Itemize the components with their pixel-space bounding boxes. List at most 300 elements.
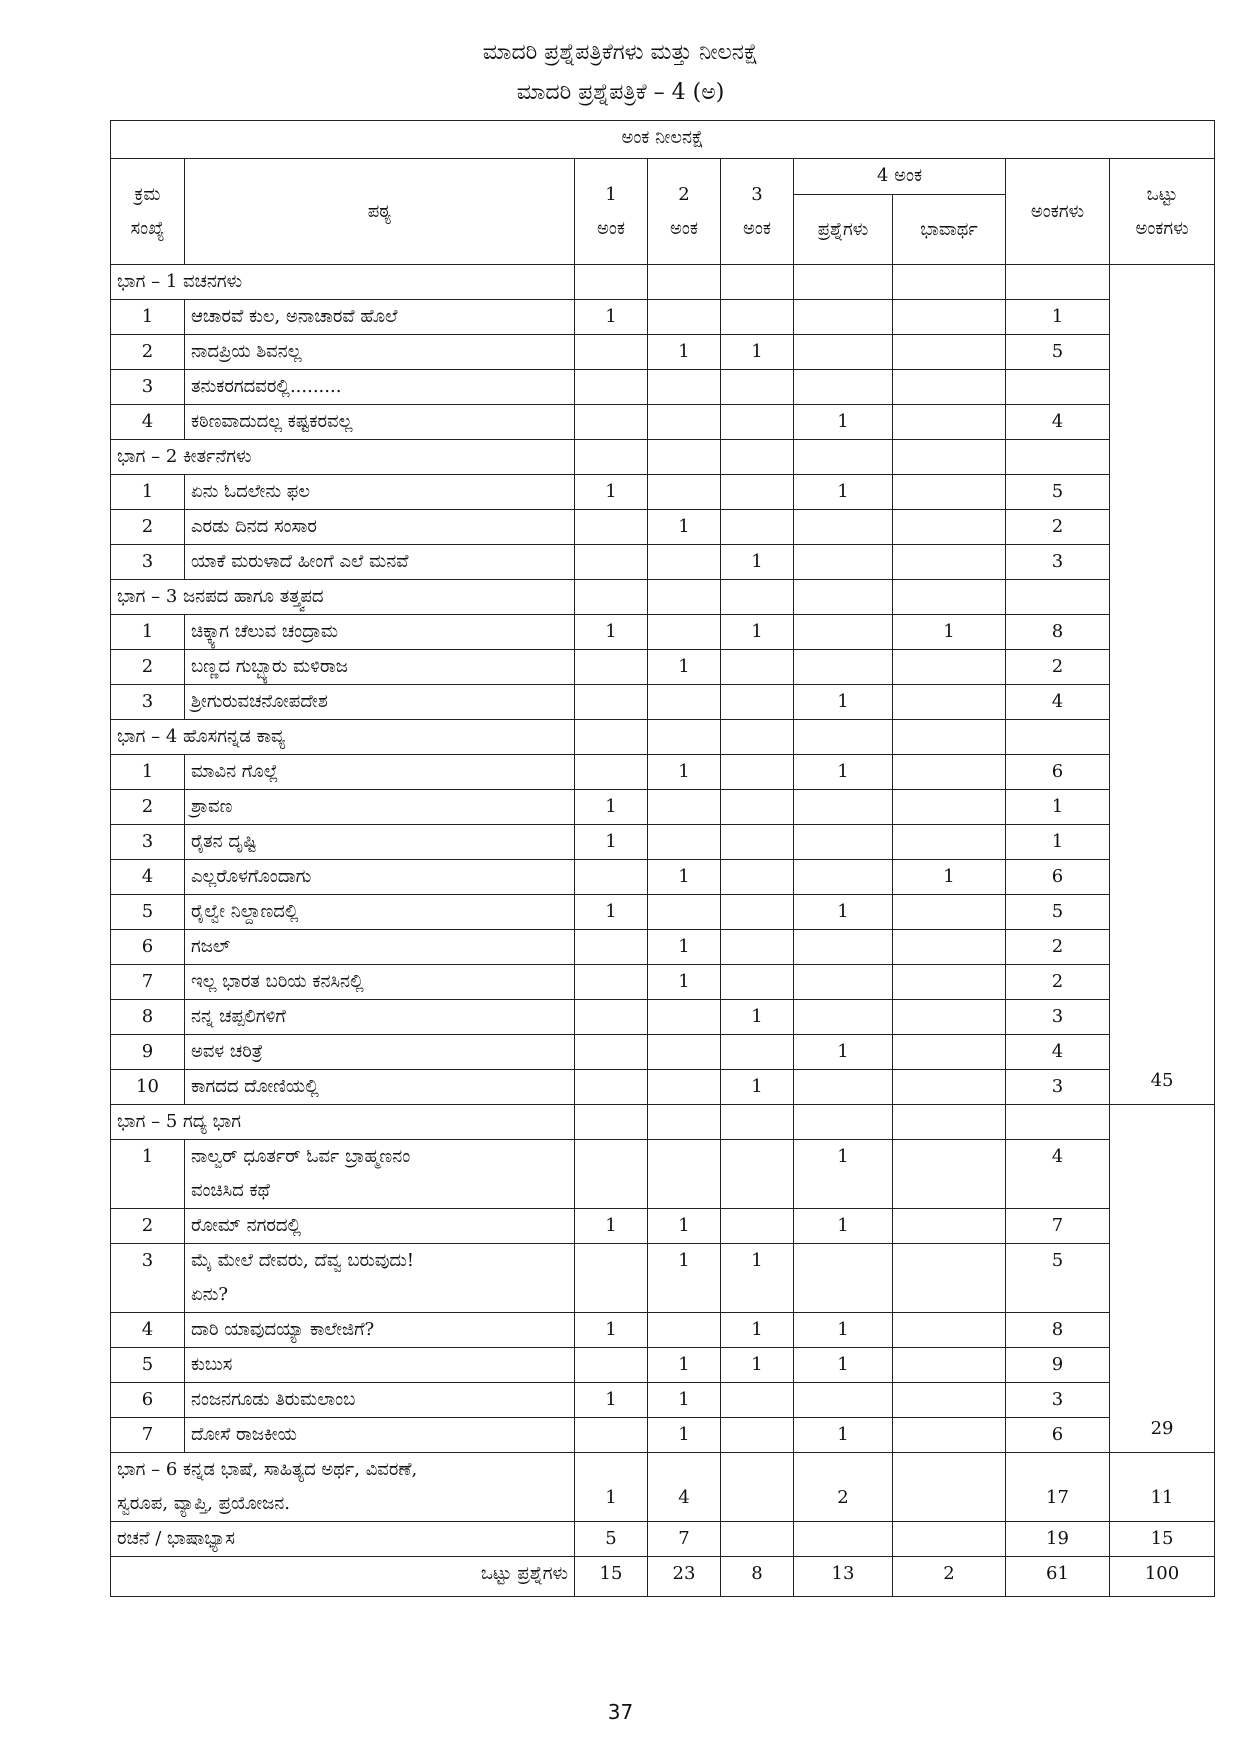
total-cell: 100 (1110, 1557, 1215, 1597)
marks-cell (1006, 370, 1110, 405)
row-lesson: ಕುಬುಸ (185, 1348, 575, 1383)
three-marks-cell (721, 475, 794, 510)
row-sl-no: 3 (111, 545, 185, 580)
marks-cell: 1 (1006, 300, 1110, 335)
row-sl-no: 10 (111, 1070, 185, 1105)
three-marks-cell (721, 930, 794, 965)
three-marks-cell (721, 1383, 794, 1418)
four-marks-meaning-cell (893, 405, 1006, 440)
row-sl-no: 1 (111, 475, 185, 510)
four-marks-meaning-cell (893, 335, 1006, 370)
four-marks-questions-cell (794, 615, 893, 650)
composition-label: ರಚನೆ / ಭಾಷಾಭ್ಯಾಸ (111, 1522, 575, 1557)
row-lesson: ಕಾಗದದ ದೋಣಿಯಲ್ಲಿ (185, 1070, 575, 1105)
three-marks-cell: 1 (721, 335, 794, 370)
four-marks-questions-cell (794, 1070, 893, 1105)
caption-row (111, 121, 1215, 159)
table-row (111, 1000, 1215, 1035)
row-sl-no: 6 (111, 930, 185, 965)
two-marks-cell: 1 (648, 930, 721, 965)
two-marks-cell (648, 790, 721, 825)
four-marks-questions-cell: 1 (794, 405, 893, 440)
one-mark-cell: 1 (575, 1383, 648, 1418)
header-marks: ಅಂಕಗಳು (1006, 159, 1110, 265)
two-marks-cell: 1 (648, 510, 721, 545)
three-marks-cell (721, 370, 794, 405)
marks-cell: 5 (1006, 895, 1110, 930)
two-marks-cell (648, 265, 721, 300)
header-row-1 (111, 159, 1215, 195)
header-4-marks-questions: ಪ್ರಶ್ನೆಗಳು (794, 195, 893, 265)
table-row (111, 825, 1215, 860)
one-mark-cell (575, 650, 648, 685)
two-marks-cell: 1 (648, 1418, 721, 1453)
section-header-row (111, 1105, 1215, 1140)
one-mark-cell (575, 860, 648, 895)
part6-row (111, 1453, 1215, 1522)
row-sl-no: 4 (111, 405, 185, 440)
row-sl-no: 5 (111, 1348, 185, 1383)
marks-cell: 6 (1006, 1418, 1110, 1453)
row-sl-no: 9 (111, 1035, 185, 1070)
marks-cell: 4 (1006, 1140, 1110, 1209)
row-lesson: ಮಾವಿನ ಗೊಲ್ಲೆ (185, 755, 575, 790)
four-marks-meaning-cell (893, 650, 1006, 685)
one-mark-cell (575, 1418, 648, 1453)
two-marks-cell (648, 1313, 721, 1348)
four-marks-meaning-cell (893, 755, 1006, 790)
section-total-cell: 45 (1110, 265, 1215, 1105)
four-marks-questions-cell: 1 (794, 685, 893, 720)
header-sl-no: ಕ್ರಮ ಸಂಖ್ಯೆ (111, 159, 185, 265)
one-mark-cell: 1 (575, 790, 648, 825)
marks-cell: 2 (1006, 510, 1110, 545)
row-lesson: ತನುಕರಗದವರಲ್ಲಿ......... (185, 370, 575, 405)
one-mark-cell (575, 1000, 648, 1035)
table-row (111, 685, 1215, 720)
row-sl-no: 1 (111, 300, 185, 335)
one-mark-cell (575, 1035, 648, 1070)
one-mark-cell: 1 (575, 825, 648, 860)
three-marks-cell (721, 405, 794, 440)
section-header-row (111, 265, 1215, 300)
section-title: ಭಾಗ – 4 ಹೊಸಗನ್ನಡ ಕಾವ್ಯ (111, 720, 575, 755)
three-marks-cell (721, 265, 794, 300)
one-mark-cell (575, 755, 648, 790)
row-sl-no: 5 (111, 895, 185, 930)
four-marks-meaning-cell (893, 825, 1006, 860)
row-sl-no: 2 (111, 335, 185, 370)
document-subtitle: ಮಾದರಿ ಪ್ರಶ್ನೆಪತ್ರಿಕೆ – 4 (ಅ) (516, 80, 725, 105)
total-cell: 15 (1110, 1522, 1215, 1557)
four-marks-questions-cell (794, 825, 893, 860)
row-lesson: ರೈತನ ದೃಷ್ಟಿ (185, 825, 575, 860)
four-marks-meaning-cell (893, 1105, 1006, 1140)
marks-cell: 3 (1006, 545, 1110, 580)
row-sl-no: 1 (111, 1140, 185, 1209)
row-lesson: ದಾರಿ ಯಾವುದಯ್ಯಾ ಕಾಲೇಜಿಗೆ? (185, 1313, 575, 1348)
section-header-row (111, 580, 1215, 615)
four-marks-meaning-cell (893, 1035, 1006, 1070)
row-sl-no: 8 (111, 1000, 185, 1035)
table-row (111, 1140, 1215, 1209)
marks-cell: 5 (1006, 335, 1110, 370)
four-marks-meaning-cell: 1 (893, 860, 1006, 895)
one-mark-cell (575, 1140, 648, 1209)
one-mark-cell: 1 (575, 1453, 648, 1522)
marks-cell: 6 (1006, 860, 1110, 895)
one-mark-cell (575, 1105, 648, 1140)
table-row (111, 510, 1215, 545)
three-marks-cell (721, 440, 794, 475)
row-lesson: ಅವಳ ಚರಿತ್ರೆ (185, 1035, 575, 1070)
composition-row (111, 1522, 1215, 1557)
one-mark-cell (575, 405, 648, 440)
two-marks-cell: 23 (648, 1557, 721, 1597)
marks-cell (1006, 265, 1110, 300)
row-sl-no: 2 (111, 510, 185, 545)
four-marks-questions-cell: 1 (794, 1313, 893, 1348)
four-marks-meaning-cell (893, 1348, 1006, 1383)
two-marks-cell (648, 1105, 721, 1140)
document-title: ಮಾದರಿ ಪ್ರಶ್ನೆಪತ್ರಿಕೆಗಳು ಮತ್ತು ನೀಲನಕ್ಷೆ (482, 40, 759, 65)
four-marks-questions-cell: 1 (794, 1418, 893, 1453)
four-marks-questions-cell (794, 1000, 893, 1035)
header-4-marks-meaning: ಭಾವಾರ್ಥ (893, 195, 1006, 265)
four-marks-meaning-cell (893, 930, 1006, 965)
three-marks-cell: 1 (721, 615, 794, 650)
table-row (111, 1035, 1215, 1070)
marks-cell: 17 (1006, 1453, 1110, 1522)
section-title: ಭಾಗ – 5 ಗದ್ಯ ಭಾಗ (111, 1105, 575, 1140)
four-marks-meaning-cell (893, 580, 1006, 615)
row-lesson: ಎರಡು ದಿನದ ಸಂಸಾರ (185, 510, 575, 545)
one-mark-cell (575, 510, 648, 545)
one-mark-cell: 1 (575, 1209, 648, 1244)
one-mark-cell (575, 580, 648, 615)
table-row (111, 895, 1215, 930)
header-3-marks: 3 ಅಂಕ (721, 159, 794, 265)
row-sl-no: 7 (111, 1418, 185, 1453)
two-marks-cell: 1 (648, 755, 721, 790)
four-marks-questions-cell (794, 790, 893, 825)
row-lesson: ಮೈ ಮೇಲೆ ದೇವರು, ದೆವ್ವ ಬರುವುದು! ಏನು? (185, 1244, 575, 1313)
three-marks-cell: 8 (721, 1557, 794, 1597)
table-row (111, 370, 1215, 405)
three-marks-cell (721, 580, 794, 615)
four-marks-questions-cell: 13 (794, 1557, 893, 1597)
page-number: 37 (607, 1700, 634, 1724)
four-marks-questions-cell (794, 930, 893, 965)
row-lesson: ಬಣ್ಣದ ಗುಬ್ಬ್ಯಾರು ಮಳಿರಾಜ (185, 650, 575, 685)
marks-cell: 2 (1006, 930, 1110, 965)
two-marks-cell (648, 1070, 721, 1105)
four-marks-meaning-cell (893, 510, 1006, 545)
two-marks-cell (648, 370, 721, 405)
row-sl-no: 6 (111, 1383, 185, 1418)
row-sl-no: 4 (111, 860, 185, 895)
section-title: ಭಾಗ – 2 ಕೀರ್ತನೆಗಳು (111, 440, 575, 475)
header-2-marks: 2 ಅಂಕ (648, 159, 721, 265)
one-mark-cell: 1 (575, 895, 648, 930)
marks-cell: 2 (1006, 650, 1110, 685)
table-row (111, 650, 1215, 685)
row-lesson: ಇಲ್ಲ ಭಾರತ ಬರಿಯ ಕನಸಿನಲ್ಲಿ (185, 965, 575, 1000)
marks-cell: 4 (1006, 685, 1110, 720)
three-marks-cell: 1 (721, 1348, 794, 1383)
two-marks-cell (648, 1035, 721, 1070)
two-marks-cell: 1 (648, 335, 721, 370)
row-lesson: ನಾದಪ್ರಿಯ ಶಿವನಲ್ಲ (185, 335, 575, 370)
three-marks-cell (721, 860, 794, 895)
three-marks-cell (721, 895, 794, 930)
row-lesson: ನಾಲ್ವರ್ ಧೂರ್ತರ್ ಓರ್ವ ಬ್ರಾಹ್ಮಣನಂ ವಂಚಿಸಿದ ಕಥೆ (185, 1140, 575, 1209)
two-marks-cell: 1 (648, 1244, 721, 1313)
two-marks-cell (648, 685, 721, 720)
row-lesson: ಶ್ರೀಗುರುವಚನೋಪದೇಶ (185, 685, 575, 720)
three-marks-cell: 1 (721, 545, 794, 580)
marks-cell: 4 (1006, 405, 1110, 440)
row-lesson: ಚಿಕ್ಕ್ಯಾಗ ಚೆಲುವ ಚಂದ್ರಾಮ (185, 615, 575, 650)
two-marks-cell (648, 615, 721, 650)
four-marks-questions-cell (794, 580, 893, 615)
four-marks-questions-cell: 1 (794, 1348, 893, 1383)
row-lesson: ನಂಜನಗೂಡು ತಿರುಮಲಾಂಬ (185, 1383, 575, 1418)
four-marks-meaning-cell (893, 1418, 1006, 1453)
two-marks-cell: 7 (648, 1522, 721, 1557)
one-mark-cell (575, 685, 648, 720)
four-marks-questions-cell (794, 1522, 893, 1557)
three-marks-cell (721, 720, 794, 755)
section-header-row (111, 720, 1215, 755)
three-marks-cell (721, 755, 794, 790)
row-lesson: ಗಜಲ್ (185, 930, 575, 965)
row-lesson: ರೈಲ್ವೇ ನಿಲ್ದಾಣದಲ್ಲಿ (185, 895, 575, 930)
four-marks-questions-cell (794, 510, 893, 545)
row-sl-no: 3 (111, 1244, 185, 1313)
table-row (111, 930, 1215, 965)
three-marks-cell (721, 1453, 794, 1522)
marks-cell (1006, 580, 1110, 615)
three-marks-cell (721, 650, 794, 685)
one-mark-cell (575, 370, 648, 405)
two-marks-cell (648, 545, 721, 580)
two-marks-cell: 1 (648, 965, 721, 1000)
three-marks-cell (721, 1209, 794, 1244)
table-row (111, 755, 1215, 790)
four-marks-questions-cell (794, 545, 893, 580)
one-mark-cell (575, 265, 648, 300)
one-mark-cell (575, 930, 648, 965)
four-marks-meaning-cell (893, 265, 1006, 300)
table-row (111, 335, 1215, 370)
marks-cell: 5 (1006, 475, 1110, 510)
three-marks-cell (721, 1418, 794, 1453)
two-marks-cell (648, 440, 721, 475)
marks-cell: 61 (1006, 1557, 1110, 1597)
row-sl-no: 3 (111, 825, 185, 860)
three-marks-cell: 1 (721, 1000, 794, 1035)
table-row (111, 1348, 1215, 1383)
four-marks-questions-cell (794, 1383, 893, 1418)
four-marks-questions-cell (794, 335, 893, 370)
two-marks-cell: 1 (648, 860, 721, 895)
header-total-marks: ಒಟ್ಟು ಅಂಕಗಳು (1110, 159, 1215, 265)
header-1-mark: 1 ಅಂಕ (575, 159, 648, 265)
table-row (111, 615, 1215, 650)
three-marks-cell (721, 1035, 794, 1070)
four-marks-questions-cell (794, 265, 893, 300)
two-marks-cell: 1 (648, 650, 721, 685)
four-marks-meaning-cell (893, 545, 1006, 580)
three-marks-cell (721, 1105, 794, 1140)
table-row (111, 475, 1215, 510)
four-marks-questions-cell (794, 650, 893, 685)
one-mark-cell: 1 (575, 1313, 648, 1348)
one-mark-cell (575, 440, 648, 475)
row-sl-no: 2 (111, 1209, 185, 1244)
four-marks-questions-cell (794, 1105, 893, 1140)
one-mark-cell (575, 545, 648, 580)
two-marks-cell (648, 825, 721, 860)
four-marks-meaning-cell (893, 790, 1006, 825)
three-marks-cell (721, 790, 794, 825)
table-row (111, 1418, 1215, 1453)
table-row (111, 545, 1215, 580)
marks-cell: 4 (1006, 1035, 1110, 1070)
two-marks-cell (648, 580, 721, 615)
one-mark-cell: 15 (575, 1557, 648, 1597)
four-marks-questions-cell: 1 (794, 1035, 893, 1070)
section-total-cell: 29 (1110, 1105, 1215, 1453)
one-mark-cell (575, 335, 648, 370)
four-marks-meaning-cell (893, 965, 1006, 1000)
four-marks-meaning-cell (893, 1140, 1006, 1209)
marks-cell: 9 (1006, 1348, 1110, 1383)
two-marks-cell: 1 (648, 1209, 721, 1244)
table-row (111, 790, 1215, 825)
row-sl-no: 1 (111, 615, 185, 650)
two-marks-cell (648, 1000, 721, 1035)
section-header-row (111, 440, 1215, 475)
row-lesson: ಕಠಿಣವಾದುದಲ್ಲ ಕಷ್ಟಕರವಲ್ಲ (185, 405, 575, 440)
two-marks-cell (648, 720, 721, 755)
three-marks-cell (721, 510, 794, 545)
marks-cell: 3 (1006, 1000, 1110, 1035)
four-marks-meaning-cell (893, 475, 1006, 510)
four-marks-questions-cell: 1 (794, 895, 893, 930)
two-marks-cell: 4 (648, 1453, 721, 1522)
four-marks-meaning-cell (893, 300, 1006, 335)
four-marks-questions-cell (794, 300, 893, 335)
four-marks-meaning-cell (893, 1209, 1006, 1244)
four-marks-questions-cell: 1 (794, 1209, 893, 1244)
marks-cell: 3 (1006, 1383, 1110, 1418)
four-marks-questions-cell: 2 (794, 1453, 893, 1522)
three-marks-cell: 1 (721, 1244, 794, 1313)
table-row (111, 1313, 1215, 1348)
row-sl-no: 2 (111, 650, 185, 685)
marks-cell: 1 (1006, 790, 1110, 825)
four-marks-meaning-cell (893, 440, 1006, 475)
row-lesson: ಯಾಕೆ ಮರುಳಾದೆ ಹೀಂಗೆ ಎಲೆ ಮನವೆ (185, 545, 575, 580)
table-row (111, 1209, 1215, 1244)
four-marks-questions-cell: 1 (794, 755, 893, 790)
four-marks-questions-cell: 1 (794, 475, 893, 510)
marks-cell (1006, 440, 1110, 475)
grand-total-label: ಒಟ್ಟು ಪ್ರಶ್ನೆಗಳು (111, 1557, 575, 1597)
three-marks-cell: 1 (721, 1070, 794, 1105)
row-sl-no: 4 (111, 1313, 185, 1348)
four-marks-meaning-cell (893, 1000, 1006, 1035)
row-lesson: ರೋಮ್ ನಗರದಲ್ಲಿ (185, 1209, 575, 1244)
marks-cell: 7 (1006, 1209, 1110, 1244)
header-lesson: ಪಠ್ಯ (185, 159, 575, 265)
marks-cell: 8 (1006, 1313, 1110, 1348)
table-caption: ಅಂಕ ನೀಲನಕ್ಷೆ (111, 121, 1215, 159)
one-mark-cell: 1 (575, 300, 648, 335)
four-marks-meaning-cell (893, 1453, 1006, 1522)
four-marks-meaning-cell (893, 685, 1006, 720)
four-marks-meaning-cell (893, 1244, 1006, 1313)
four-marks-meaning-cell (893, 1070, 1006, 1105)
four-marks-questions-cell (794, 370, 893, 405)
row-sl-no: 3 (111, 370, 185, 405)
one-mark-cell (575, 720, 648, 755)
table-row (111, 405, 1215, 440)
three-marks-cell (721, 1522, 794, 1557)
marks-cell: 8 (1006, 615, 1110, 650)
three-marks-cell (721, 965, 794, 1000)
two-marks-cell (648, 405, 721, 440)
two-marks-cell (648, 300, 721, 335)
four-marks-meaning-cell (893, 895, 1006, 930)
section-title: ಭಾಗ – 3 ಜನಪದ ಹಾಗೂ ತತ್ತ್ವಪದ (111, 580, 575, 615)
four-marks-questions-cell (794, 1244, 893, 1313)
four-marks-questions-cell: 1 (794, 1140, 893, 1209)
two-marks-cell: 1 (648, 1383, 721, 1418)
three-marks-cell (721, 825, 794, 860)
four-marks-meaning-cell (893, 720, 1006, 755)
total-cell: 11 (1110, 1453, 1215, 1522)
table-row (111, 1383, 1215, 1418)
four-marks-meaning-cell (893, 1383, 1006, 1418)
one-mark-cell: 1 (575, 615, 648, 650)
one-mark-cell (575, 1070, 648, 1105)
row-lesson: ನನ್ನ ಚಪ್ಪಲಿಗಳಿಗೆ (185, 1000, 575, 1035)
four-marks-meaning-cell (893, 1313, 1006, 1348)
marks-cell: 19 (1006, 1522, 1110, 1557)
marks-cell: 3 (1006, 1070, 1110, 1105)
table-row (111, 1070, 1215, 1105)
four-marks-meaning-cell (893, 1522, 1006, 1557)
row-sl-no: 7 (111, 965, 185, 1000)
one-mark-cell: 5 (575, 1522, 648, 1557)
row-sl-no: 1 (111, 755, 185, 790)
row-lesson: ದೋಸೆ ರಾಜಕೀಯ (185, 1418, 575, 1453)
marks-cell: 6 (1006, 755, 1110, 790)
four-marks-meaning-cell (893, 370, 1006, 405)
three-marks-cell (721, 1140, 794, 1209)
table-row (111, 300, 1215, 335)
grand-total-row (111, 1557, 1215, 1597)
two-marks-cell (648, 895, 721, 930)
three-marks-cell (721, 300, 794, 335)
row-sl-no: 2 (111, 790, 185, 825)
four-marks-questions-cell (794, 720, 893, 755)
two-marks-cell (648, 475, 721, 510)
section-title: ಭಾಗ – 1 ವಚನಗಳು (111, 265, 575, 300)
